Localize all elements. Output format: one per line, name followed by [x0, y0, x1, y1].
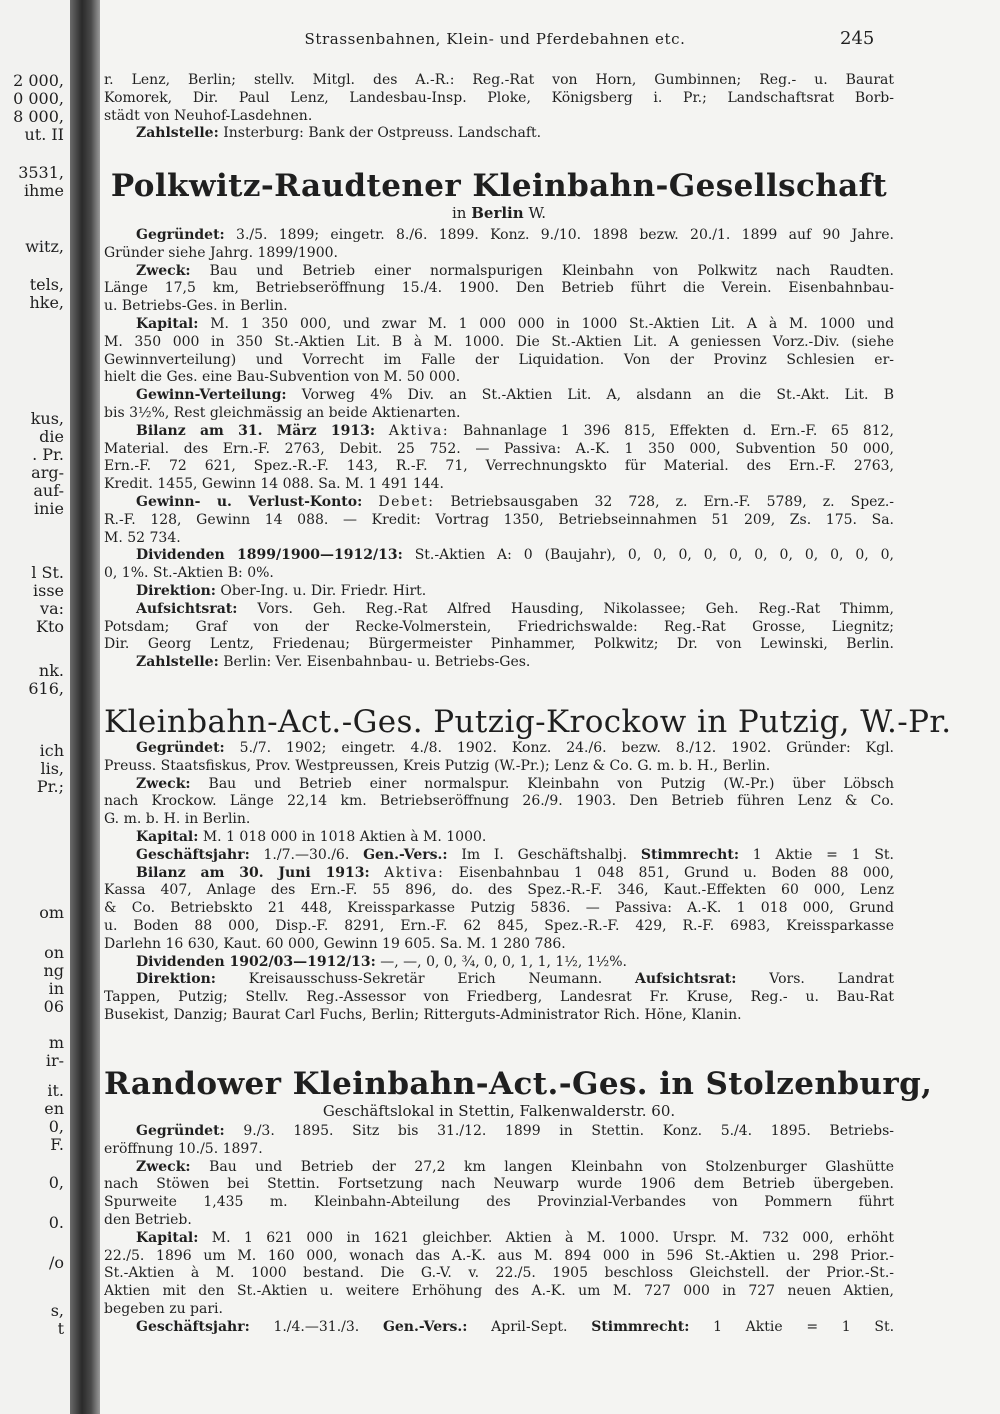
text-line: Darlehn 16 630, Kaut. 60 000, Gewinn 19 605. Sa. M. 1 280 786. [104, 935, 566, 952]
book-page [100, 0, 1000, 1414]
text-line: Kassa 407, Anlage des Ern.-F. 55 896, do. des Spez.-R.-F. 346, Kaut.-Effekten 60 000, Lenz [104, 882, 894, 899]
direktion-line: Direktion: Kreisausschuss-Sekretär Erich Neumann. Aufsichtsrat: Vors. Landrat [136, 971, 894, 988]
previous-page-text: s, [50, 1301, 64, 1320]
previous-page-text: witz, [25, 237, 64, 256]
company-title: Polkwitz-Raudtener Kleinbahn-Gesellschaft [110, 168, 888, 204]
previous-page-text: m [48, 1033, 64, 1052]
previous-page-text: 2 000, [13, 71, 64, 90]
previous-page-text: 0, [48, 1173, 64, 1192]
text-line: Material. des Ern.-F. 2763, Debit. 25 752. — Passiva: A.-K. 1 350 000, Subvention 50 000, [104, 440, 894, 457]
previous-page-text: en [44, 1099, 64, 1118]
company-entry-polkwitz [104, 168, 894, 672]
zweck-line: Zweck: Bau und Betrieb einer normalspurigen Kleinbahn von Polkwitz nach Raudten. [136, 262, 894, 279]
page-number: 245 [840, 28, 875, 49]
gegruendet-line: Gegründet: 5./7. 1902; eingetr. 4./8. 1902. Konz. 24./6. bezw. 8./12. 1902. Gründer: Kgl. [136, 740, 894, 756]
zweck-line: Zweck: Bau und Betrieb einer normalspur. Kleinbahn von Putzig (W.-Pr.) über Löbsch [136, 775, 894, 792]
zahlstelle-line [104, 125, 894, 143]
company-seat: Geschäftslokal in Stettin, Falkenwalderstr. 60. [322, 1102, 676, 1120]
previous-page-text: Pr.; [36, 777, 64, 796]
text-line: den Betrieb. [104, 1211, 192, 1228]
gegruendet-line: Gegründet: 3./5. 1899; eingetr. 8./6. 1899. Konz. 9./10. 1898 bezw. 20./1. 1899 auf 90 Jahre. [136, 227, 894, 243]
previous-page-text: tels, [29, 275, 64, 294]
text-line: 22./5. 1896 um M. 160 000, wonach das A.-K. aus M. 894 000 in 596 St.-Aktien u. 298 Prior.- [104, 1247, 894, 1264]
previous-page-text: l St. [31, 563, 64, 582]
previous-page-text: . Pr. [32, 445, 64, 464]
previous-page-text: 8 000, [13, 107, 64, 126]
previous-page-text: it. [47, 1081, 64, 1100]
previous-page-text: ir- [45, 1051, 64, 1070]
kapital-line: Kapital: M. 1 018 000 in 1018 Aktien à M. 1000. [136, 828, 487, 845]
text-line: nach Stöwen bei Stettin. Fortsetzung nach Neuwarp wurde 1906 dem Betrieb übergeben. [104, 1176, 894, 1193]
text-line: Kredit. 1455, Gewinn 14 088. Sa. M. 1 491 144. [104, 476, 445, 493]
text-line: & Co. Betriebskto 21 448, Kreissparkasse Putzig 5836. — Passiva: A.-K. 1 018 000, Grund [104, 900, 894, 917]
aufsichtsrat-line: Aufsichtsrat: Vors. Geh. Reg.-Rat Alfred Hausding, Nikolassee; Geh. Reg.-Rat Thimm, [136, 600, 894, 617]
previous-page-text: ng [43, 961, 64, 980]
geschaeftsjahr-line: Geschäftsjahr: 1./4.—31./3. Gen.-Vers.: April-Sept. Stimmrecht: 1 Aktie = 1 St. [136, 1318, 894, 1335]
company-entry-putzig [104, 704, 952, 1025]
previous-page-text: 0. [48, 1213, 64, 1232]
text-line: Gewinnverteilung) und Vorrecht im Falle der Liquidation. Von der Provinz Schlesien er- [104, 351, 894, 368]
previous-entry-tail [104, 72, 894, 143]
text-line: M. 52 734. [104, 529, 181, 546]
text-line: Aktien mit den St.-Aktien u. weitere Erhöhung des A.-K. um M. 727 000 in 727 neuen Aktien, [104, 1283, 894, 1300]
running-title: Strassenbahnen, Klein- und Pferdebahnen etc. [304, 30, 686, 48]
text-line: G. m. b. H. in Berlin. [104, 811, 251, 828]
dividenden-line: Dividenden 1902/03—1912/13: —, —, 0, 0, ¾, 0, 0, 1, 1, 1½, 1½%. [136, 953, 628, 970]
previous-page-text: hke, [29, 293, 64, 312]
guv-line: Gewinn- u. Verlust-Konto: Debet: Betriebsausgaben 32 728, z. Ern.-F. 5789, z. Spez.- [136, 493, 894, 510]
text-line: Länge 17,5 km, Betriebseröffnung 15./4. 1900. Den Betrieb führt die Verein. Eisenbahnbau- [104, 280, 894, 297]
text-line: bis 3½%, Rest gleichmässig an beide Aktienarten. [104, 404, 461, 421]
direktion-line: Direktion: Ober-Ing. u. Dir. Friedr. Hirt. [136, 582, 427, 599]
previous-page-text: arg- [31, 463, 64, 482]
book-gutter [70, 0, 100, 1414]
previous-page-text: auf- [33, 481, 64, 500]
text-line: Tappen, Putzig; Stellv. Reg.-Assessor von Friedberg, Landesrat Fr. Kruse, Reg.- u. Bau-Rat [104, 989, 894, 1006]
geschaeftsjahr-line: Geschäftsjahr: 1./7.—30./6. Gen.-Vers.: Im I. Geschäftshalbj. Stimmrecht: 1 Aktie = 1 St. [136, 846, 894, 863]
text-line: begeben zu pari. [104, 1300, 223, 1317]
gewinnverteilung-line: Gewinn-Verteilung: Vorweg 4% Div. an St.-Aktien Lit. A, alsdann an die St.-Akt. Lit. B [136, 387, 894, 404]
company-title: Kleinbahn-Act.-Ges. Putzig-Krockow in Putzig, W.-Pr. [104, 704, 952, 740]
text-line: u. Boden 88 000, Disp.-F. 8291, Ern.-F. 62 845, Spez.-R.-F. 429, R.-F. 6983, Kreissparkasse [104, 917, 894, 934]
text-line: eröffnung 10./5. 1897. [104, 1140, 263, 1157]
previous-page-text: ich [39, 741, 64, 760]
text-line: St.-Aktien à M. 1000 bestand. Die G.-V. v. 22./5. 1905 beschloss Gleichstell. der Prior.-St.- [104, 1265, 894, 1282]
zweck-line: Zweck: Bau und Betrieb der 27,2 km langen Kleinbahn von Stolzenburger Glashütte [136, 1158, 894, 1175]
previous-page-text: /o [48, 1253, 64, 1272]
previous-page-text: 0, [48, 1117, 64, 1136]
text-line: Spurweite 1,435 m. Kleinbahn-Abteilung des Provinzial-Verbandes von Pommern führt [104, 1194, 894, 1211]
text-line: M. 350 000 in 350 St.-Aktien Lit. B à M. 1000. Die St.-Aktien Lit. A geniessen Vorz.-Div. (siehe [104, 333, 894, 350]
text-line: Busekist, Danzig; Baurat Carl Fuchs, Berlin; Ritterguts-Administrator Rich. Höne, Klanin. [104, 1006, 742, 1023]
previous-page-fragment [0, 0, 70, 1414]
field-label: Zahlstelle: [136, 125, 219, 142]
bilanz-line: Bilanz am 31. März 1913: Aktiva: Bahnanlage 1 396 815, Effekten d. Ern.-F. 65 812, [136, 422, 894, 439]
previous-page-text: kus, [30, 409, 64, 428]
text-line: R.-F. 128, Gewinn 14 088. — Kredit: Vortrag 1350, Betriebseinnahmen 51 209, Zs. 175. Sa. [104, 511, 894, 528]
zahlstelle-line: Zahlstelle: Berlin: Ver. Eisenbahnbau- u. Betriebs-Ges. [136, 654, 531, 671]
previous-page-text: va: [40, 599, 64, 618]
previous-page-text: om [39, 903, 64, 922]
dividenden-line: Dividenden 1899/1900—1912/13: St.-Aktien A: 0 (Baujahr), 0, 0, 0, 0, 0, 0, 0, 0, 0, 0, 0, [136, 547, 894, 564]
kapital-line: Kapital: M. 1 621 000 in 1621 gleichber. Aktien à M. 1000. Urspr. M. 732 000, erhöht [136, 1229, 894, 1246]
text-line: u. Betriebs-Ges. in Berlin. [104, 298, 288, 315]
previous-page-text: 3531, [18, 163, 64, 182]
text-line: nach Krockow. Länge 22,14 km. Betriebseröffnung 26./9. 1903. Den Betrieb führen Lenz & Co. [104, 793, 894, 810]
previous-page-text: in [48, 979, 64, 998]
previous-page-text: ut. II [24, 125, 64, 144]
previous-page-text: nk. [38, 661, 64, 680]
text-line: Komorek, Dir. Paul Lenz, Landesbau-Insp. Ploke, Königsberg i. Pr.; Landschaftsrat Borb- [104, 89, 894, 106]
previous-page-text: Kto [35, 617, 64, 636]
text-line: Potsdam; Graf von der Recke-Volmerstein, Friedrichswalde: Reg.-Rat Grosse, Liegnitz; [104, 618, 894, 635]
previous-page-text: on [44, 943, 64, 962]
previous-page-text: t [57, 1319, 64, 1338]
field-text: Insterburg: Bank der Ostpreuss. Landschaft. [223, 125, 542, 142]
bilanz-line: Bilanz am 30. Juni 1913: Aktiva: Eisenbahnbau 1 048 851, Grund u. Boden 88 000, [136, 864, 894, 881]
text-line: Preuss. Staatsfiskus, Prov. Westpreussen, Kreis Putzig (W.-Pr.); Lenz & Co. G. m. b. H., Berlin. [104, 757, 771, 774]
company-title: Randower Kleinbahn-Act.-Ges. in Stolzenburg, [104, 1066, 933, 1102]
previous-page-text: lis, [40, 759, 64, 778]
text-line: städt von Neuhof-Lasdehnen. [104, 107, 313, 124]
text-line: Gründer siehe Jahrg. 1899/1900. [104, 244, 338, 261]
text-line: Dir. Georg Lentz, Friedenau; Bürgermeister Pinhammer, Polkwitz; Dr. von Lewinski, Berlin. [104, 636, 894, 653]
previous-page-text: ihme [23, 181, 64, 200]
previous-page-text: 0 000, [13, 89, 64, 108]
text-line: r. Lenz, Berlin; stellv. Mitgl. des A.-R.: Reg.-Rat von Horn, Gumbinnen; Reg.- u. Baurat [104, 72, 894, 88]
previous-page-text: 616, [28, 679, 64, 698]
previous-page-text: isse [32, 581, 64, 600]
gegruendet-line: Gegründet: 9./3. 1895. Sitz bis 31./12. 1899 in Stettin. Konz. 5./4. 1895. Betriebs- [136, 1123, 894, 1139]
company-entry-randower [104, 1066, 933, 1337]
previous-page-text: inie [33, 499, 64, 518]
kapital-line: Kapital: M. 1 350 000, und zwar M. 1 000 000 in 1000 St.-Aktien Lit. A à M. 1000 und [136, 315, 894, 332]
company-seat: in Berlin W. [451, 204, 547, 222]
previous-page-text: F. [50, 1135, 64, 1154]
previous-page-text: 06 [43, 997, 64, 1016]
text-line: 0, 1%. St.-Aktien B: 0%. [104, 565, 274, 582]
text-line: Ern.-F. 72 621, Spez.-R.-F. 143, R.-F. 71, Verrechnungskto für Material. des Ern.-F. 2763, [104, 458, 894, 475]
text-line: hielt die Ges. eine Bau-Subvention von M. 50 000. [104, 369, 461, 386]
previous-page-text: die [39, 427, 64, 446]
